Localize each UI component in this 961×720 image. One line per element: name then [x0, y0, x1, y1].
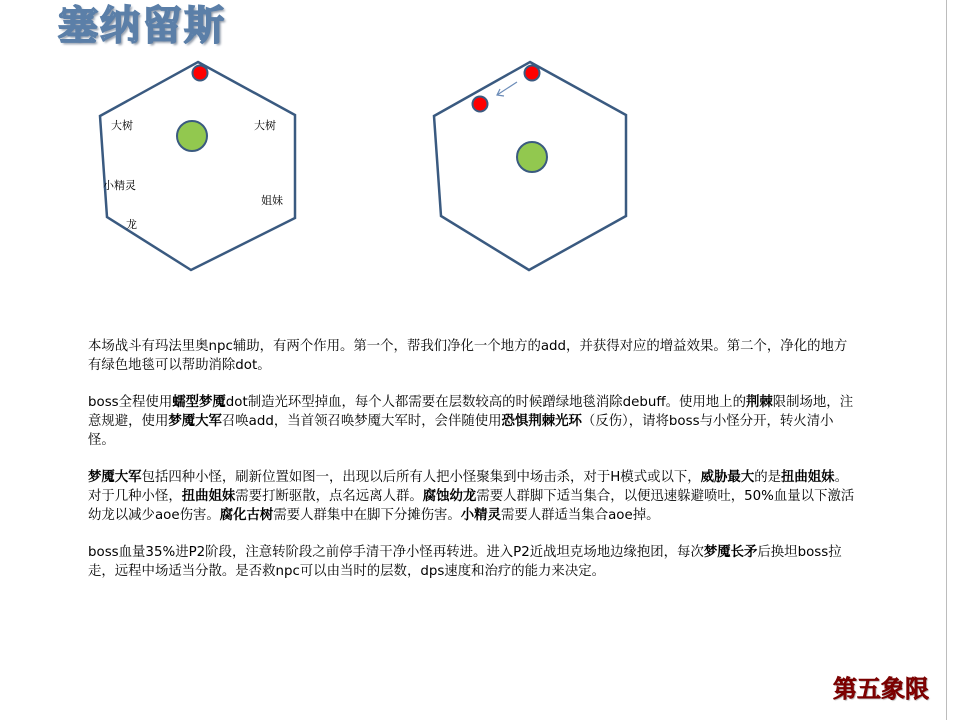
page-title: 塞纳留斯 [58, 3, 226, 49]
center-green-marker [177, 121, 207, 151]
text-run: 后换坦boss拉走，远程中场适当分散。是否救npc可以由当时的层数，dps速度和治疗的能力来决定。 [88, 545, 842, 579]
highlight-term: 扭曲姐妹 [781, 470, 835, 485]
movement-arrow-icon [497, 82, 517, 96]
text-run: 包括四种小怪，刷新位置如图一，出现以后所有人把小怪聚集到中场击杀，对于H模式或以下， [141, 470, 701, 485]
text-run: 本场战斗有玛法里奥npc辅助，有两个作用。第一个，帮我们净化一个地方的add，并获得对应的增益效果。第二个，净化的地方有绿色地毯可以帮助消除dot。 [88, 339, 848, 373]
center-green-marker [517, 142, 547, 172]
highlight-term: 梦魇大军 [88, 470, 142, 485]
highlight-term: 威胁最大 [700, 470, 755, 485]
guide-paragraph [88, 393, 856, 450]
label-sprite: 小精灵 [103, 179, 136, 192]
text-run: boss全程使用 [88, 395, 173, 410]
label-dragon: 龙 [126, 218, 137, 231]
text-run: 需要人群适当集合aoe掉。 [500, 508, 660, 523]
text-run: 。对于几种小怪， [88, 470, 848, 504]
text-run: 需要人群脚下适当集合，以便迅速躲避喷吐，50%血量以下激活幼龙以减少aoe伤害。 [88, 489, 855, 523]
hexagon-arena-1 [100, 62, 295, 270]
highlight-term: 梦魇大军 [168, 414, 222, 429]
guide-paragraph [88, 543, 856, 581]
highlight-term: 蠕型梦魇 [172, 395, 226, 410]
arena-diagrams [0, 0, 961, 300]
highlight-term: 扭曲姐妹 [181, 489, 236, 504]
text-run: dot制造光环型掉血，每个人都需要在层数较高的时候蹭绿地毯消除debuff。使用地上的 [225, 395, 746, 410]
arena-diagram-2 [434, 62, 626, 270]
red-marker [193, 66, 208, 81]
text-run: 需要人群集中在脚下分摊伤害。 [273, 508, 461, 523]
highlight-term: 荆棘 [745, 395, 773, 410]
guide-text [88, 337, 856, 599]
label-tree-left: 大树 [111, 119, 133, 132]
text-run: 召唤add，当首领召唤梦魇大军时，会伴随使用 [221, 414, 502, 429]
guide-paragraph [88, 468, 856, 525]
arena-diagram-1 [100, 62, 295, 270]
red-marker-start [525, 66, 540, 81]
highlight-term: 梦魇长矛 [703, 545, 758, 560]
highlight-term: 小精灵 [460, 508, 501, 523]
text-run: 限制场地，注意规避，使用 [88, 395, 854, 429]
text-run: 需要打断驱散，点名远离人群。 [235, 489, 423, 504]
red-marker-end [473, 97, 488, 112]
label-tree-right: 大树 [254, 119, 276, 132]
highlight-term: 腐化古树 [219, 508, 274, 523]
highlight-term: 恐惧荆棘光环 [501, 414, 582, 429]
text-run: 的是 [754, 470, 781, 485]
guide-paragraph [88, 337, 856, 375]
text-run: boss血量35%进P2阶段，注意转阶段之前停手清干净小怪再转进。进入P2近战坦克场地边缘抱团，每次 [88, 545, 704, 560]
highlight-term: 腐蚀幼龙 [422, 489, 477, 504]
text-run: （反伤），请将boss与小怪分开，转火清小怪。 [88, 414, 834, 448]
footer-logo-text: 第五象限 [833, 675, 929, 703]
label-sisters: 姐妹 [261, 194, 283, 207]
